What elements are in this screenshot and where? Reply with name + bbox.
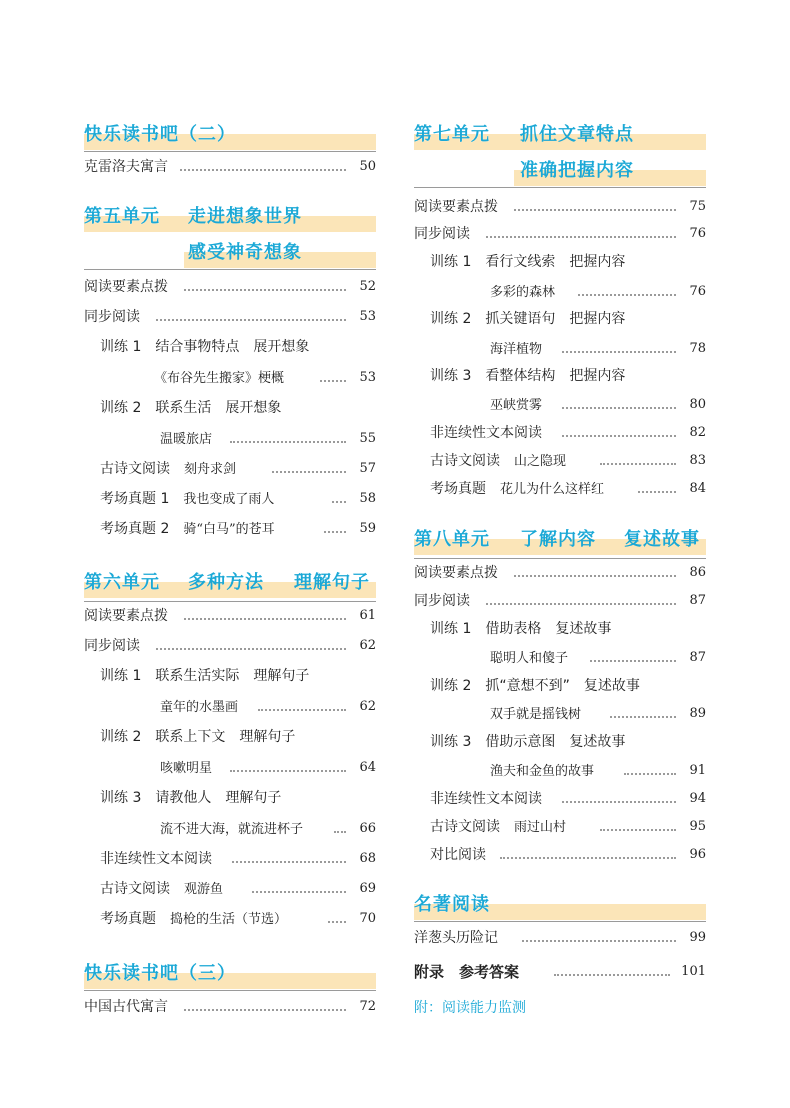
toc-training-heading: 训练 1 结合事物特点 展开想象: [84, 335, 376, 359]
unit-header-6: [84, 566, 376, 600]
toc-training-heading: 训练 3 借助示意图 复述故事: [414, 730, 706, 754]
unit-header-5: [84, 200, 376, 268]
toc-entry[interactable]: 考场真题 捣枪的生活（节选） 70: [84, 907, 376, 931]
toc-entry[interactable]: 非连续性文本阅读 82: [414, 421, 706, 445]
unit-number: 第八单元: [414, 529, 490, 550]
toc-training-heading: 训练 3 请教他人 理解句子: [84, 786, 376, 810]
toc-entry[interactable]: 渔夫和金鱼的故事 91: [414, 759, 706, 783]
toc-entry[interactable]: 童年的水墨画 62: [84, 695, 376, 719]
toc-entry[interactable]: 中国古代寓言 72: [84, 995, 376, 1019]
unit-theme-line2: 准确把握内容: [520, 160, 634, 181]
toc-training-heading: 训练 2 抓“意想不到” 复述故事: [414, 674, 706, 698]
unit-theme-line2: 理解句子: [294, 572, 370, 593]
toc-entry[interactable]: 古诗文阅读 雨过山村 95: [414, 815, 706, 839]
toc-training-heading: 训练 3 看整体结构 把握内容: [414, 364, 706, 388]
toc-entry[interactable]: 非连续性文本阅读 68: [84, 847, 376, 871]
toc-entry[interactable]: 古诗文阅读 观游鱼 69: [84, 877, 376, 901]
toc-entry[interactable]: 同步阅读 62: [84, 634, 376, 658]
unit-theme-line2: 复述故事: [624, 529, 700, 550]
toc-entry[interactable]: 阅读要素点拨 52: [84, 275, 376, 299]
unit-theme-line1: 多种方法: [188, 572, 264, 593]
toc-entry[interactable]: 洋葱头历险记 99: [414, 926, 706, 950]
toc-entry[interactable]: 对比阅读 96: [414, 843, 706, 867]
toc-training-heading: 训练 1 联系生活实际 理解句子: [84, 664, 376, 688]
unit-number: 第五单元: [84, 206, 160, 227]
toc-entry[interactable]: 同步阅读 76: [414, 222, 706, 246]
toc-training-heading: 训练 2 联系上下文 理解句子: [84, 725, 376, 749]
section-title: 快乐读书吧（二）: [84, 124, 236, 145]
toc-entry[interactable]: 非连续性文本阅读 94: [414, 787, 706, 811]
section-header-classics: [414, 888, 706, 920]
section-header-happy-reading-2: [84, 118, 376, 150]
toc-entry[interactable]: 海洋植物 78: [414, 337, 706, 361]
section-header-happy-reading-3: [84, 957, 376, 989]
toc-entry[interactable]: 阅读要素点拨 86: [414, 561, 706, 585]
toc-entry[interactable]: 阅读要素点拨 61: [84, 604, 376, 628]
toc-entry[interactable]: 多彩的森林 76: [414, 280, 706, 304]
unit-header-7: [414, 118, 706, 186]
toc-entry[interactable]: 巫峡赏雾 80: [414, 393, 706, 417]
toc-entry[interactable]: 双手就是摇钱树 89: [414, 702, 706, 726]
toc-entry[interactable]: 流不进大海，就流进杯子 66: [84, 817, 376, 841]
toc-entry[interactable]: 《布谷先生搬家》梗概 53: [84, 366, 376, 390]
unit-theme-line1: 走进想象世界: [188, 206, 302, 227]
toc-entry[interactable]: 古诗文阅读 刻舟求剑 57: [84, 457, 376, 481]
unit-number: 第七单元: [414, 124, 490, 145]
toc-entry[interactable]: 克雷洛夫寓言 50: [84, 155, 376, 179]
section-title: 快乐读书吧（三）: [84, 963, 236, 984]
toc-entry[interactable]: 古诗文阅读 山之隐现 83: [414, 449, 706, 473]
unit-header-8: [414, 523, 706, 557]
unit-theme-line2: 感受神奇想象: [188, 242, 302, 263]
toc-entry[interactable]: 考场真题 1 我也变成了雨人 58: [84, 487, 376, 511]
toc-training-heading: 训练 2 抓关键语句 把握内容: [414, 307, 706, 331]
unit-theme-line1: 抓住文章特点: [520, 124, 634, 145]
section-title: 名著阅读: [414, 894, 490, 915]
appendix-note: 附：阅读能力监测: [414, 1000, 526, 1016]
toc-entry[interactable]: 同步阅读 87: [414, 589, 706, 613]
toc-training-heading: 训练 1 看行文线索 把握内容: [414, 250, 706, 274]
toc-entry-appendix[interactable]: 附录 参考答案 101: [414, 960, 706, 984]
unit-number: 第六单元: [84, 572, 160, 593]
toc-entry[interactable]: 同步阅读 53: [84, 305, 376, 329]
unit-theme-line1: 了解内容: [520, 529, 596, 550]
toc-training-heading: 训练 1 借助表格 复述故事: [414, 617, 706, 641]
toc-entry[interactable]: 考场真题 2 骑“白马”的苍耳 59: [84, 517, 376, 541]
toc-entry[interactable]: 考场真题 花儿为什么这样红 84: [414, 477, 706, 501]
toc-entry[interactable]: 温暖旅店 55: [84, 427, 376, 451]
toc-training-heading: 训练 2 联系生活 展开想象: [84, 396, 376, 420]
toc-entry[interactable]: 聪明人和傻子 87: [414, 646, 706, 670]
toc-entry[interactable]: 咳嗽明星 64: [84, 756, 376, 780]
toc-entry[interactable]: 阅读要素点拨 75: [414, 195, 706, 219]
